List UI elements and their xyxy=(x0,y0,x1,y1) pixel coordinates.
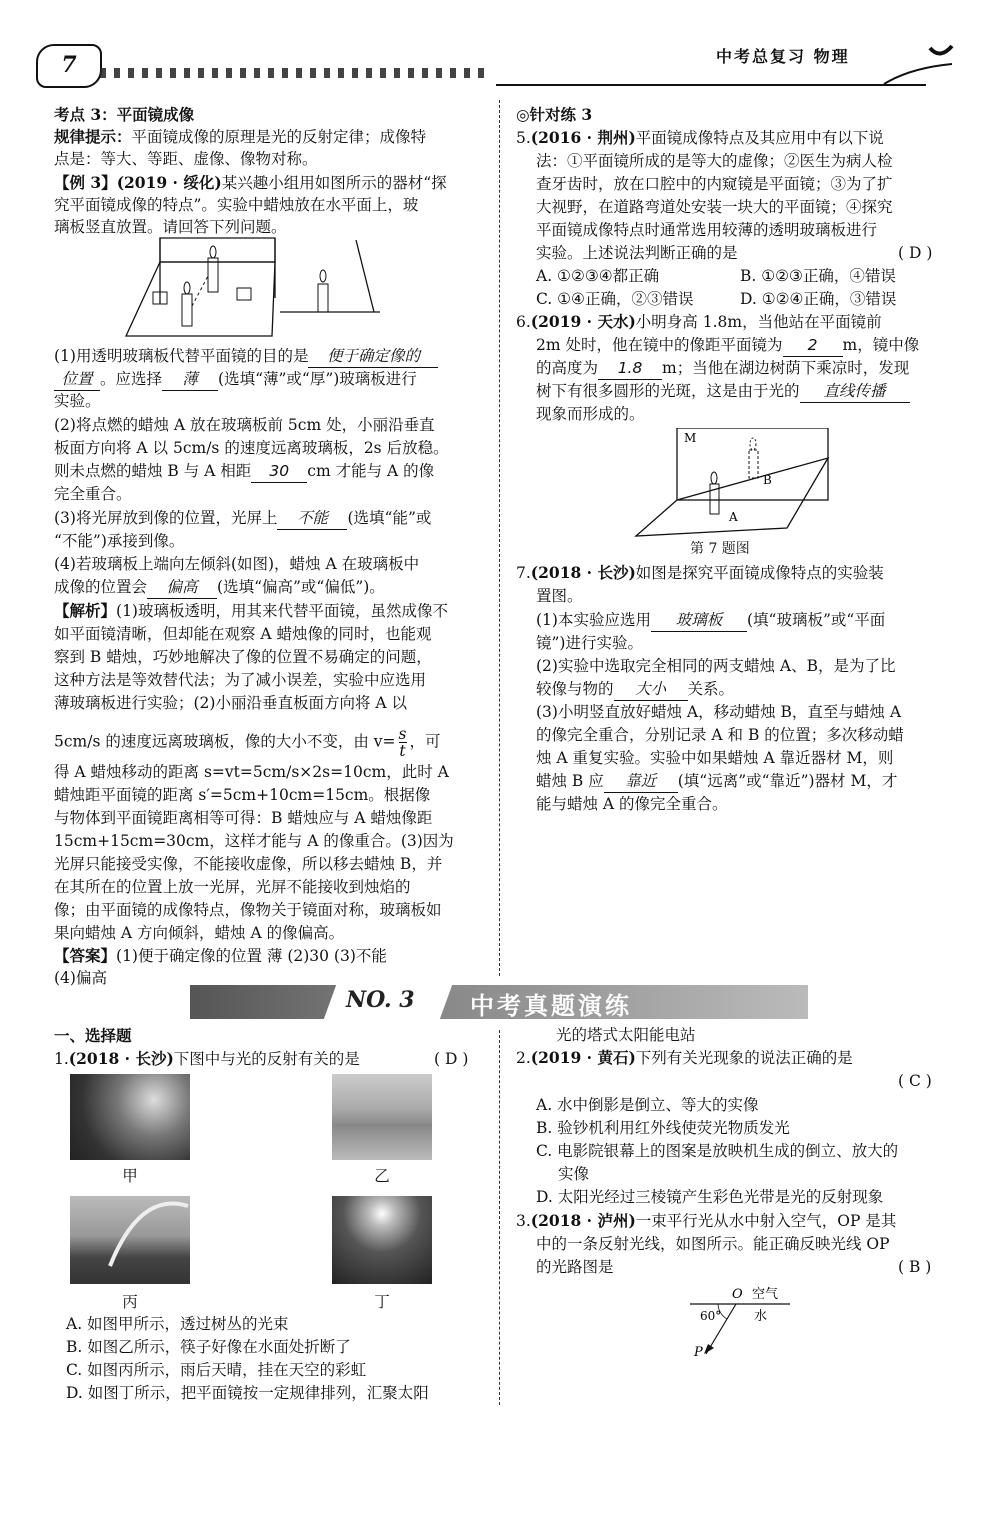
analysis-line-2: 如平面镜清晰，但却能在观察 A 蜡烛像的同时，也能观 xyxy=(54,625,432,643)
q6-line-4 xyxy=(536,380,910,403)
answer-line-1 xyxy=(54,945,387,967)
bq1-option-d: D. 如图丁所示，把平面镜按一定规律排列，汇聚太阳 xyxy=(66,1384,429,1402)
q7-number: 7. xyxy=(516,564,531,582)
q1-line-3: 实验。 xyxy=(54,392,101,410)
bq3-answer: ( B ) xyxy=(898,1258,932,1276)
column-divider-bottom xyxy=(499,1030,500,1405)
bq3-number: 3. xyxy=(516,1212,531,1230)
figure-7-label-m: M xyxy=(684,431,697,445)
q7-sub3-answer: 靠近 xyxy=(604,770,678,793)
analysis-line-5: 薄玻璃板进行实验；(2)小丽沿垂直板面方向将 A 以 xyxy=(54,694,408,712)
bq2-text: 下列有关光现象的说法正确的是 xyxy=(635,1049,853,1067)
bq1-source: (2018 · 长沙) xyxy=(68,1049,174,1068)
example-3-line-1 xyxy=(54,172,447,194)
bq1-option-b: B. 如图乙所示，筷子好像在水面处折断了 xyxy=(66,1338,351,1356)
analysis-line-6 xyxy=(54,726,441,759)
analysis-line-10: 15cm+15cm=30cm，这样才能与 A 的像重合。(3)因为 xyxy=(54,832,454,850)
bq3-text-1: 一束平行光从水中射入空气，OP 是其 xyxy=(635,1212,897,1230)
page-number: 7 xyxy=(36,44,102,88)
q2-line-2: 板面方向将 A 以 5cm/s 的速度远离玻璃板，2s 后放稳。 xyxy=(54,439,449,457)
caption-jia: 甲 xyxy=(122,1167,138,1185)
q1-answer-1b: 位置 xyxy=(54,368,100,391)
analysis-line-4: 这种方法是等效替代法；为了减小误差，实验中应选用 xyxy=(54,671,427,689)
section-number: NO. 3 xyxy=(346,987,415,1013)
bq1-option-a: A. 如图甲所示，透过树丛的光束 xyxy=(66,1315,289,1333)
bq2-option-a: A. 水中倒影是倒立、等大的实像 xyxy=(536,1096,759,1114)
q7-sub1-answer: 玻璃板 xyxy=(651,609,747,632)
q7-sub2-answer: 大小 xyxy=(614,678,688,701)
bq1-option-c: C. 如图丙所示，雨后天晴，挂在天空的彩虹 xyxy=(66,1361,367,1379)
q5-text-1: 平面镜成像特点及其应用中有以下说 xyxy=(635,129,884,147)
bq3-ray-figure xyxy=(688,1282,798,1362)
q6-text-3b: m；当他在湖边树荫下乘凉时，发现 xyxy=(662,359,910,377)
bq1-text: 下图中与光的反射有关的是 xyxy=(173,1050,360,1068)
fig-label-air: 空气 xyxy=(752,1287,779,1302)
q7-sub1-text-b: (填“玻璃板”或“平面 xyxy=(746,611,886,629)
q7-sub3-line-1: (3)小明竖直放好蜡烛 A，移动蜡烛 B，直至与蜡烛 A xyxy=(536,703,902,721)
bq1-option-d-continued: 光的塔式太阳能电站 xyxy=(556,1026,696,1044)
bq1-number: 1. xyxy=(54,1050,69,1068)
example-3-figure xyxy=(120,236,400,344)
q1-answer-2: 薄 xyxy=(162,368,218,391)
q6-text-2b: m，镜中像 xyxy=(842,336,920,354)
column-divider xyxy=(499,100,500,976)
q6-text-1: 小明身高 1.8m，当他站在平面镜前 xyxy=(635,313,882,331)
q2-line-4: 完全重合。 xyxy=(54,485,132,503)
example-text-1: 某兴趣小组用如图所示的器材“探 xyxy=(221,174,447,192)
q2-text-c: 则未点燃的蜡烛 B 与 A 相距 xyxy=(54,462,252,480)
q5-line-3: 查牙齿时，放在口腔中的内窥镜是平面镜；③为了扩 xyxy=(536,175,893,193)
rainbow-arc xyxy=(70,1196,190,1284)
analysis-line-11: 光屏只能接受实像，不能接收虚像，所以移去蜡烛 B，并 xyxy=(54,855,443,873)
example-3-line-3: 璃板竖直放置。请回答下列问题。 xyxy=(54,218,287,236)
q5-answer: ( D ) xyxy=(898,244,933,262)
analysis-text-1: (1)玻璃板透明，用其来代替平面镜，虽然成像不 xyxy=(116,602,448,620)
q6-source: (2019 · 天水) xyxy=(530,312,636,331)
fig-label-water: 水 xyxy=(754,1309,768,1324)
q7-sub1-line-2: 镜”)进行实验。 xyxy=(536,634,643,652)
q2-text-d: cm 才能与 A 的像 xyxy=(307,462,435,480)
bq2-number: 2. xyxy=(516,1049,531,1067)
q7-sub2-text-c: 关系。 xyxy=(687,680,735,698)
q1-line-2 xyxy=(54,368,417,391)
q1-answer-1: 便于确定像的 xyxy=(308,345,438,368)
answer-label: 【答案】 xyxy=(54,946,117,965)
bq2-option-c-line-2: 实像 xyxy=(558,1165,590,1183)
q5-option-a: A. ①②③④都正确 xyxy=(536,267,660,285)
analysis-line-13: 像；由平面镜的成像特点，像物关于镜面对称，玻璃板如 xyxy=(54,901,442,919)
q7-sub3-text-e: (填“远离”或“靠近”)器材 M，才 xyxy=(677,772,898,790)
fig-label-p: P xyxy=(694,1345,703,1360)
caption-ding: 丁 xyxy=(374,1293,390,1311)
q1-text-a: (1)用透明玻璃板代替平面镜的目的是 xyxy=(54,347,309,365)
tip-line-1 xyxy=(54,126,426,148)
q3-line-2: “不能”)承接到像。 xyxy=(54,532,185,550)
q6-number: 6. xyxy=(516,313,531,331)
analysis-line-9: 与物体到平面镜距离相等可得：B 蜡烛应与 A 蜡烛像距 xyxy=(54,809,433,827)
example-source: (2019 · 绥化) xyxy=(116,173,222,192)
q6-answer-1: 2 xyxy=(783,334,843,357)
q1-text-b: 。应选择 xyxy=(100,370,163,388)
q3-answer: 不能 xyxy=(277,507,347,530)
fraction-s-over-t xyxy=(399,726,407,759)
q7-sub1-text-a: (1)本实验应选用 xyxy=(536,611,651,629)
example-label: 【例 3】 xyxy=(54,173,117,192)
header-dots-decoration xyxy=(100,68,490,78)
tip-line-2: 点是：等大、等距、虚像、像物对称。 xyxy=(54,150,318,168)
figure-7-caption: 第 7 题图 xyxy=(690,541,750,557)
q2-line-1: (2)将点燃的蜡烛 A 放在玻璃板前 5cm 处，小丽沿垂直 xyxy=(54,416,435,434)
practice-title: ◎针对练 3 xyxy=(516,105,593,124)
bq3-line-2: 中的一条反射光线，如图所示。能正确反映光线 OP xyxy=(536,1235,890,1253)
bq2-line xyxy=(516,1047,853,1069)
q7-sub3-line-4 xyxy=(536,770,897,793)
analysis-line-8: 蜡烛距平面镜的距离 s′=5cm+10cm=15cm。根据像 xyxy=(54,786,431,804)
bq1-line xyxy=(54,1048,360,1070)
analysis-text-6a: 5cm/s 的速度远离玻璃板，像的大小不变，由 v= xyxy=(54,732,396,751)
q6-line-3 xyxy=(536,357,909,380)
q7-sub2-line-1: (2)实验中选取完全相同的两支蜡烛 A、B，是为了比 xyxy=(536,657,896,675)
q4-text-b: 成像的位置会 xyxy=(54,578,148,596)
bq3-line-1 xyxy=(516,1210,896,1232)
bq2-answer: ( C ) xyxy=(898,1072,932,1090)
q5-number: 5. xyxy=(516,129,531,147)
tip-text-1: 平面镜成像的原理是光的反射定律；成像特 xyxy=(131,128,427,146)
answer-line-2: (4)偏高 xyxy=(54,969,107,987)
q2-line-3 xyxy=(54,460,434,483)
photo-jia-light-through-trees xyxy=(70,1074,190,1160)
figure-7 xyxy=(632,428,832,538)
q7-source: (2018 · 长沙) xyxy=(530,563,636,582)
fig-label-o: O xyxy=(732,1287,743,1302)
q4-text-c: (选填“偏高”或“偏低”)。 xyxy=(217,578,385,596)
analysis-line-7: 得 A 蜡烛移动的距离 s=vt=5cm/s×2s=10cm，此时 A xyxy=(54,763,449,781)
q5-line-6: 实验。上述说法判断正确的是 xyxy=(536,244,738,262)
fraction-denominator: t xyxy=(399,742,406,760)
q7-sub2-line-2 xyxy=(536,678,734,701)
book-title: 中考总复习 物理 xyxy=(716,47,850,66)
bq2-option-b: B. 验钞机利用红外线使荧光物质发光 xyxy=(536,1119,790,1137)
photo-ding-solar-tower xyxy=(332,1196,432,1284)
q3-line-1 xyxy=(54,507,431,530)
answer-text-1: (1)便于确定像的位置 薄 (2)30 (3)不能 xyxy=(116,947,387,965)
example-3-line-2: 究平面镜成像的特点”。实验中蜡烛放在水平面上，玻 xyxy=(54,196,419,214)
q5-option-d: D. ①②④正确，③错误 xyxy=(740,290,897,308)
q7-line-2: 置图。 xyxy=(536,587,583,605)
q4-answer: 偏高 xyxy=(147,576,217,599)
bq2-option-d: D. 太阳光经过三棱镜产生彩色光带是光的反射现象 xyxy=(536,1188,884,1206)
q5-line-5: 平面镜成像特点时通常选用较薄的透明玻璃板进行 xyxy=(536,221,878,239)
caption-bing: 丙 xyxy=(122,1293,138,1311)
bq1-answer: ( D ) xyxy=(434,1050,469,1068)
q4-line-2 xyxy=(54,576,385,599)
q5-option-c: C. ①④正确，②③错误 xyxy=(536,290,694,308)
header-rule xyxy=(496,84,926,86)
q2-answer: 30 xyxy=(251,460,307,483)
q7-text-1: 如图是探究平面镜成像特点的实验装 xyxy=(635,564,884,582)
q1-text-c: (选填“薄”或“厚”)玻璃板进行 xyxy=(218,370,417,388)
caption-yi: 乙 xyxy=(374,1167,390,1185)
bq2-source: (2019 · 黄石) xyxy=(530,1048,636,1067)
fraction-numerator: s xyxy=(398,725,407,743)
q6-line-5: 现象而形成的。 xyxy=(536,405,645,423)
analysis-text-6b: ，可 xyxy=(409,732,441,751)
q7-sub3-line-3: 烛 A 重复实验。实验中如果蜡烛 A 靠近器材 M，则 xyxy=(536,749,894,767)
analysis-line-12: 在其所在的位置上放一光屏，光屏不能接收到烛焰的 xyxy=(54,878,411,896)
q7-sub3-line-2: 的像完全重合，分别记录 A 和 B 的位置；多次移动蜡 xyxy=(536,726,904,744)
bq2-option-c-line-1: C. 电影院银幕上的图案是放映机生成的倒立、放大的 xyxy=(536,1142,899,1160)
q7-sub3-line-5: 能与蜡烛 A 的像完全重合。 xyxy=(536,795,728,813)
q5-line-2: 法：①平面镜所成的是等大的虚像；②医生为病人检 xyxy=(536,152,893,170)
q1-line-1 xyxy=(54,345,438,368)
photo-yi-chopsticks-in-water xyxy=(332,1074,432,1160)
bq3-line-3: 的光路图是 xyxy=(536,1258,614,1276)
q7-sub1-line-1 xyxy=(536,609,885,632)
q6-text-2a: 2m 处时，他在镜中的像距平面镜为 xyxy=(536,336,783,354)
q7-sub2-text-b: 较像与物的 xyxy=(536,680,614,698)
section-title: 中考真题演练 xyxy=(470,992,632,1020)
q3-text-b: (选填“能”或 xyxy=(347,509,432,527)
fig-label-angle: 60° xyxy=(700,1309,722,1323)
figure-7-label-b: B xyxy=(763,473,772,487)
analysis-line-14: 果向蜡烛 A 方向倾斜，蜡烛 A 的像偏高。 xyxy=(54,924,345,942)
q6-line-2 xyxy=(536,334,919,357)
q6-answer-2: 1.8 xyxy=(598,357,662,380)
tip-label: 规律提示： xyxy=(54,127,132,146)
analysis-line-1 xyxy=(54,600,448,622)
q6-text-3a: 的高度为 xyxy=(536,359,599,377)
q6-line-1 xyxy=(516,311,882,333)
q5-line-1 xyxy=(516,127,884,149)
q7-sub3-text-d: 蜡烛 B 应 xyxy=(536,772,604,790)
analysis-line-3: 察到 B 蜡烛，巧妙地解决了像的位置不易确定的问题， xyxy=(54,648,432,666)
q6-answer-3: 直线传播 xyxy=(800,380,910,403)
q6-text-4a: 树下有很多圆形的光斑，这是由于光的 xyxy=(536,382,800,400)
figure-7-label-a: A xyxy=(729,510,738,524)
analysis-label: 【解析】 xyxy=(54,601,117,620)
q4-line-1: (4)若玻璃板上端向左倾斜(如图)，蜡烛 A 在玻璃板中 xyxy=(54,555,420,573)
q5-option-b: B. ①②③正确，④错误 xyxy=(740,267,896,285)
kaodian-title: 考点 3：平面镜成像 xyxy=(54,105,195,124)
bird-icon xyxy=(880,38,960,88)
q3-text-a: (3)将光屏放到像的位置，光屏上 xyxy=(54,509,278,527)
choice-section-title: 一、选择题 xyxy=(54,1026,132,1045)
q7-line-1 xyxy=(516,562,884,584)
q5-line-4: 大视野，在道路弯道处安装一块大的平面镜；④探究 xyxy=(536,198,893,216)
q5-source: (2016 · 荆州) xyxy=(530,128,636,147)
bq3-source: (2018 · 泸州) xyxy=(530,1211,636,1230)
